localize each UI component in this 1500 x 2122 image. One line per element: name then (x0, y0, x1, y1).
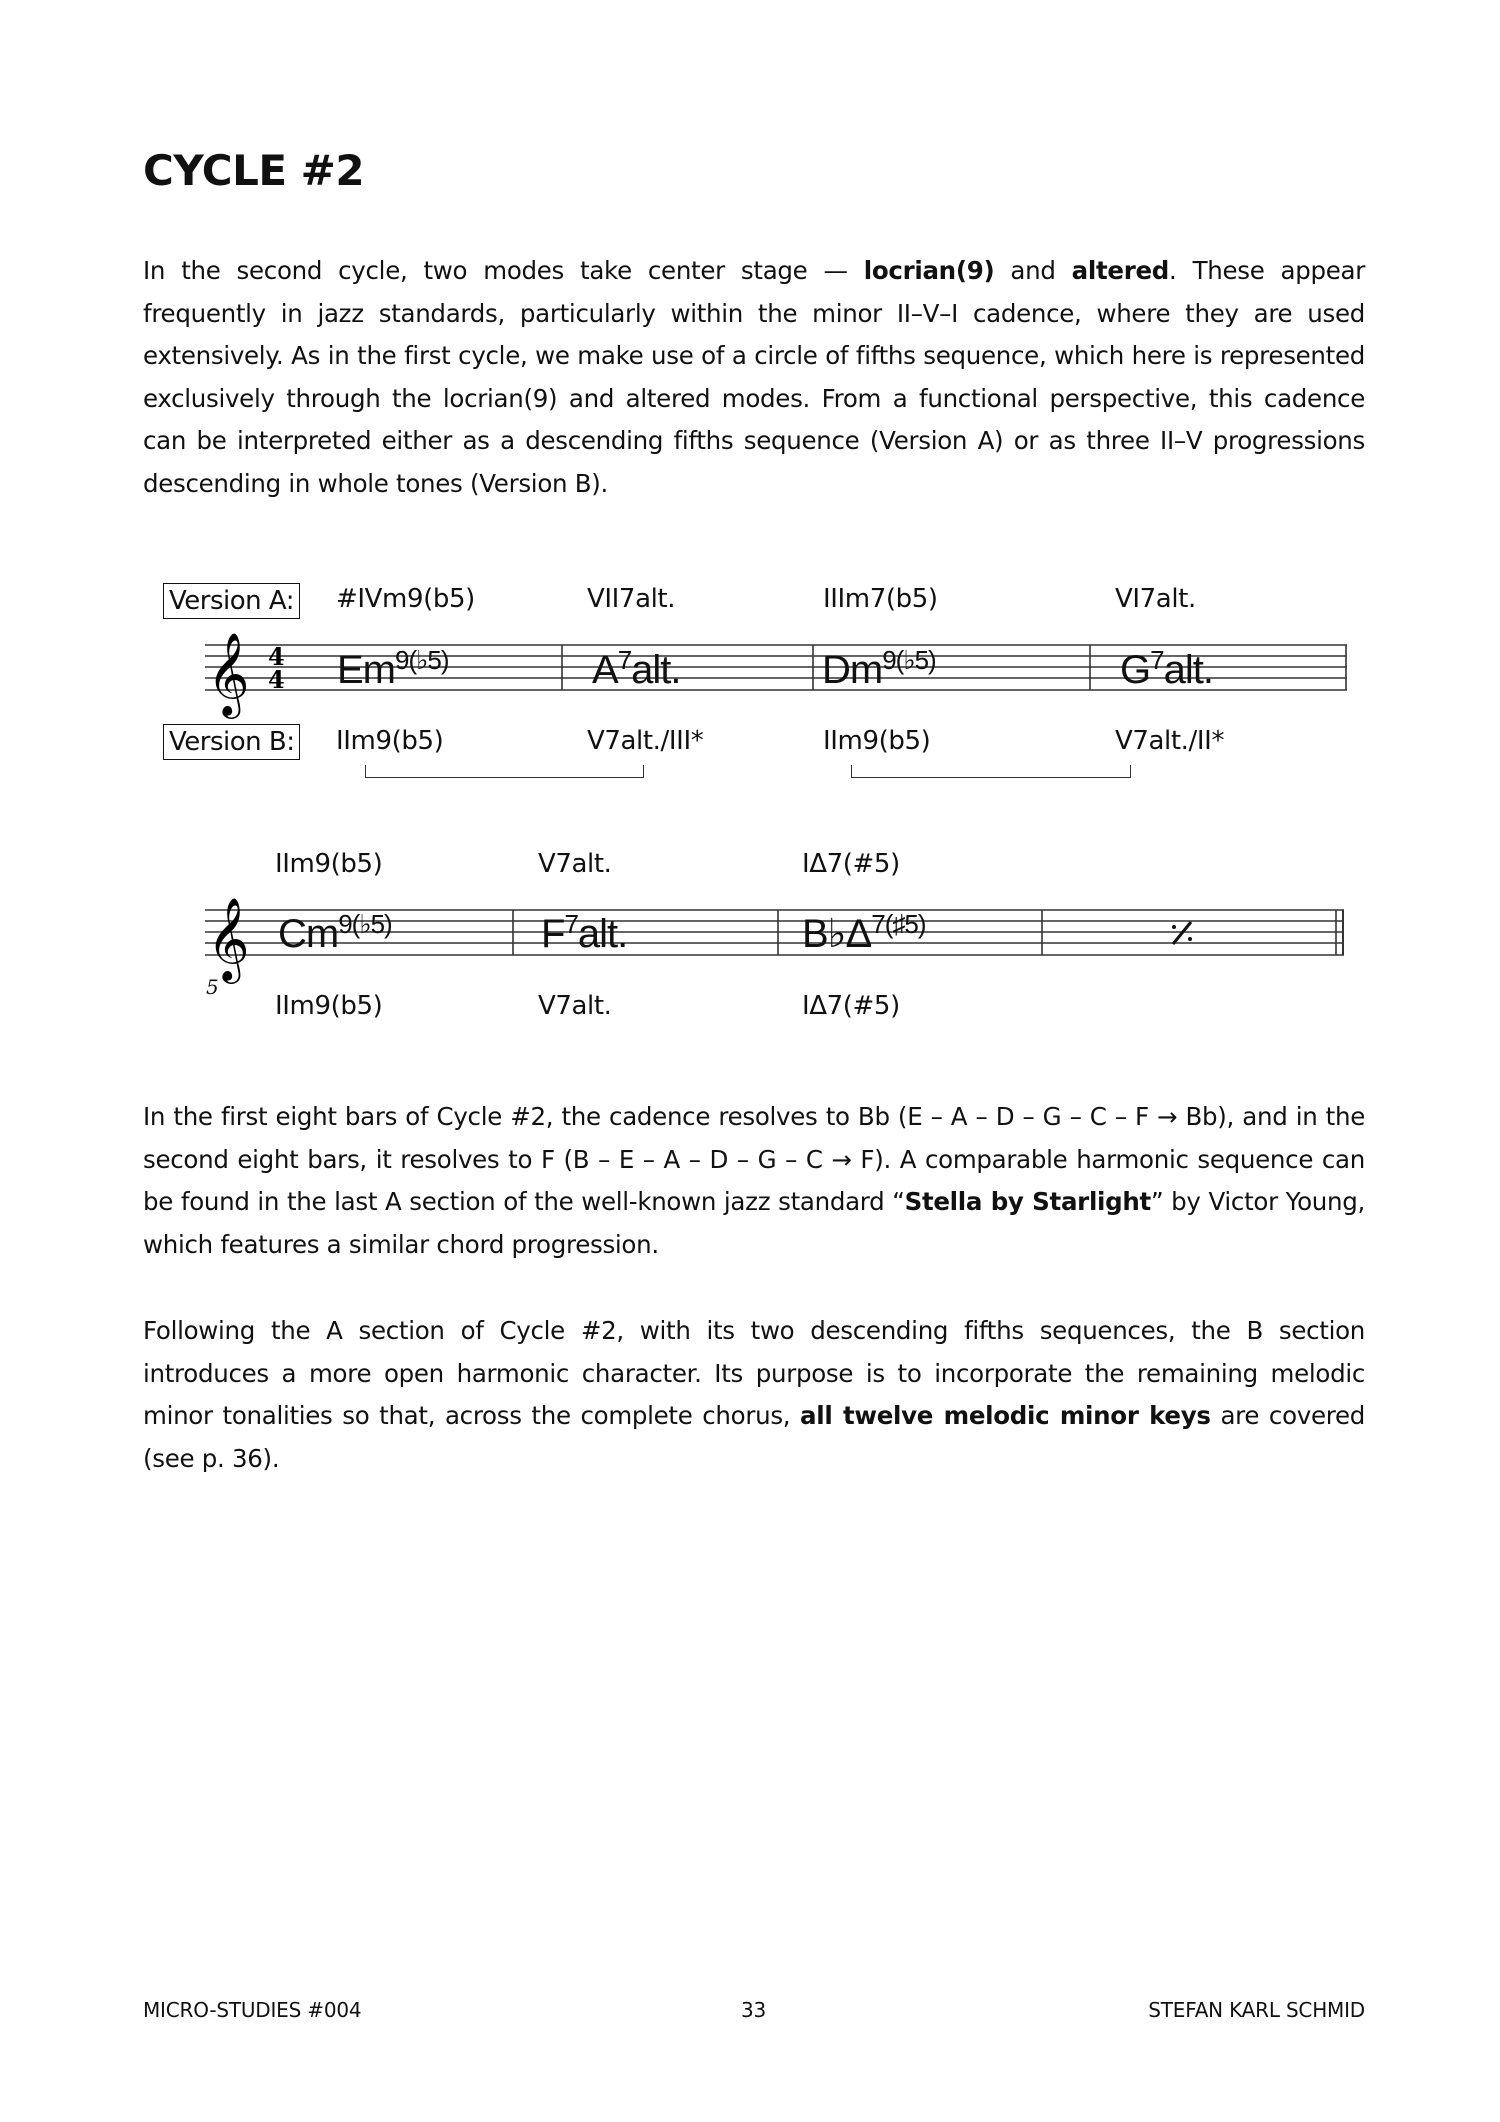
chord-root: Dm (822, 648, 883, 692)
chord-ext: 9(♭5) (395, 645, 449, 675)
footer-series: MICRO-STUDIES #004 (143, 1998, 362, 2022)
analysis-bottom-1: IIm9(b5) (275, 991, 383, 1021)
analysis-bottom-2: V7alt. (538, 991, 612, 1021)
chord-suffix: alt. (1163, 648, 1213, 692)
chord-suffix: alt. (577, 912, 628, 956)
chord-symbol-5 (278, 909, 392, 957)
text-run: Following the A section of Cycle #2, with its two descending fifths sequences, the B section introduces a more open harmonic character. Its purpose is to incorporate the remaining melodic minor tonalities so that, across the complete chorus, (143, 1316, 1365, 1430)
b-section-paragraph (143, 1310, 1365, 1480)
version-a-label: Version A: (163, 583, 300, 619)
text-run: . These appear frequently in jazz standards, particularly within the minor II–V–I cadence, where they are used extensively. As in the first cycle, we make use of a circle of fifths sequence, which here is represented exclusively through the locrian(9) and altered modes. From a functional perspective, this cadence can be interpreted either as a descending fifths sequence (Version A) or as three II–V progressions descending in whole tones (Version B). (143, 256, 1365, 498)
ii-v-bracket-1 (365, 765, 644, 778)
measure-repeat-icon (1172, 922, 1192, 944)
analysis-top-3: IΔ7(#5) (802, 849, 900, 879)
text-run: ” by Victor Young, which features a similar chord progression. (143, 1187, 1365, 1259)
text-run: are covered (see p. 36). (143, 1401, 1366, 1473)
chord-suffix: alt. (631, 648, 681, 692)
text-run: In the second cycle, two modes take center stage — (143, 256, 864, 285)
page-title: CYCLE #2 (143, 146, 365, 195)
chord-symbol-3 (822, 645, 936, 693)
analysis-a-4: VI7alt. (1115, 584, 1196, 614)
treble-clef-icon: 𝄞 (207, 896, 250, 980)
chord-symbol-7 (802, 909, 926, 957)
chord-ext: 9(♭5) (882, 645, 936, 675)
chord-root: B♭Δ (802, 912, 872, 956)
time-sig-bottom: 4 (268, 665, 285, 694)
text-run: and (994, 256, 1072, 285)
bold-term-altered: altered (1071, 256, 1170, 285)
version-b-label: Version B: (163, 724, 300, 760)
chord-root: Cm (278, 912, 339, 956)
chord-symbol-2 (592, 645, 681, 693)
analysis-a-1: #IVm9(b5) (336, 584, 475, 614)
footer-page-number: 33 (741, 1998, 767, 2022)
bold-song-title: Stella by Starlight (904, 1187, 1151, 1216)
analysis-a-3: IIIm7(b5) (823, 584, 938, 614)
bold-term-locrian: locrian(9) (863, 256, 995, 285)
intro-paragraph (143, 250, 1365, 505)
chord-root: A (592, 648, 618, 692)
text-run: In the first eight bars of Cycle #2, the cadence resolves to Bb (E – A – D – G – C – F → Bb), and in the second eight bars, it resolves to F (B – E – A – D – G – C → F). A comparable harmonic sequence can be found in the last A section of the well-known jazz standard “ (143, 1102, 1365, 1216)
measure-number: 5 (206, 975, 219, 999)
analysis-top-1: IIm9(b5) (275, 849, 383, 879)
chord-root: G (1120, 648, 1151, 692)
chord-root: F (541, 912, 565, 956)
time-sig-top: 4 (268, 642, 285, 671)
analysis-b-3: IIm9(b5) (823, 726, 931, 756)
chord-symbol-6 (541, 909, 627, 957)
analysis-a-2: VII7alt. (587, 584, 676, 614)
footer-author: STEFAN KARL SCHMID (1148, 1998, 1365, 2022)
analysis-b-1: IIm9(b5) (336, 726, 444, 756)
chord-symbol-1 (337, 645, 449, 693)
ii-v-bracket-2 (851, 765, 1131, 778)
analysis-b-4: V7alt./II* (1115, 726, 1225, 756)
chord-ext: 7 (564, 909, 578, 939)
analysis-b-2: V7alt./III* (587, 726, 704, 756)
bold-term-keys: all twelve melodic minor keys (800, 1401, 1211, 1430)
chord-symbol-4 (1120, 645, 1213, 693)
analysis-top-2: V7alt. (538, 849, 612, 879)
chord-ext: 7 (1150, 645, 1164, 675)
treble-clef-icon: 𝄞 (207, 631, 250, 715)
chord-ext: 9(♭5) (338, 909, 392, 939)
resolution-paragraph (143, 1096, 1365, 1266)
chord-ext: 7 (617, 645, 632, 675)
analysis-bottom-3: IΔ7(#5) (802, 991, 900, 1021)
chord-root: Em (337, 648, 395, 692)
chord-ext: 7(♯5) (871, 909, 926, 939)
